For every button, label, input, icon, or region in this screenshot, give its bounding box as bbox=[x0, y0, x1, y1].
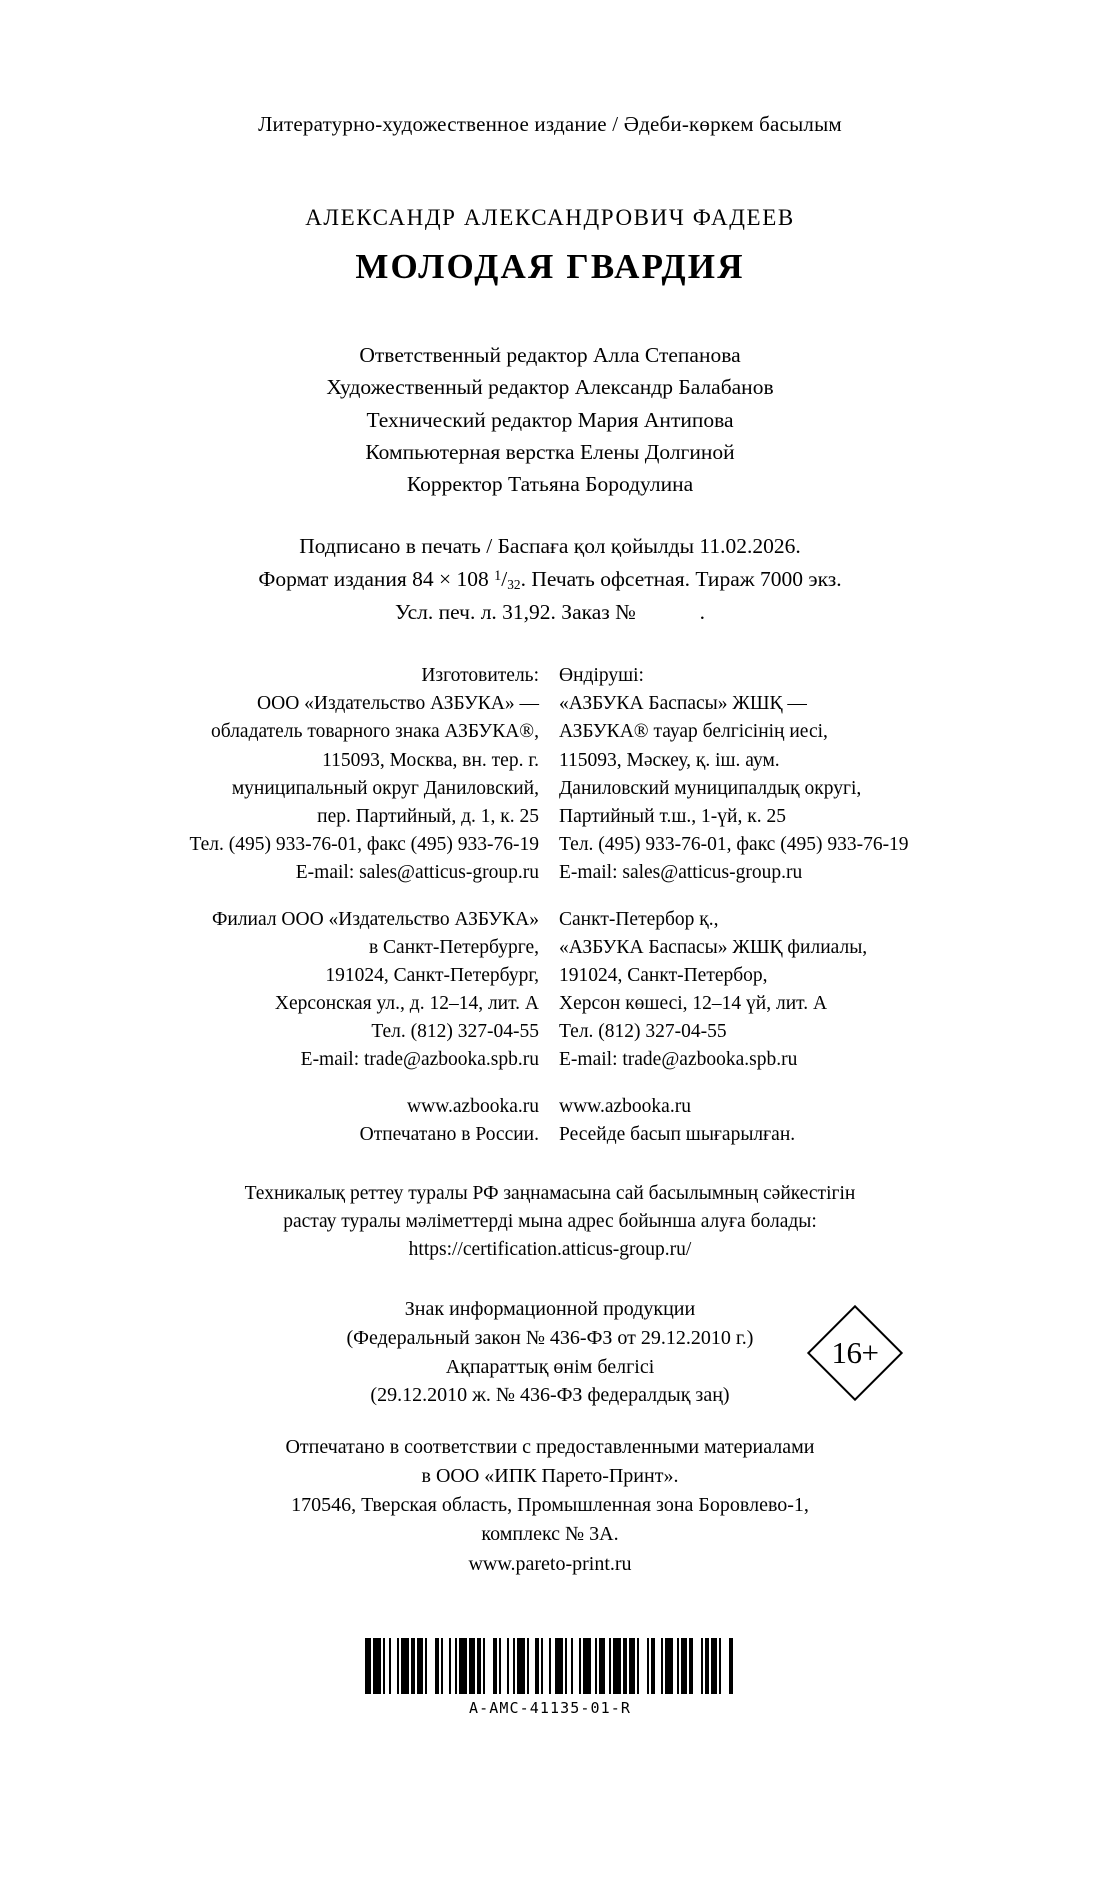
format-suffix: . Печать офсетная. Тираж 7000 экз. bbox=[520, 566, 842, 591]
address-line: Херсон көшесі, 12–14 үй, лит. А bbox=[559, 993, 828, 1015]
credit-line: Корректор Татьяна Бородулина bbox=[406, 472, 694, 496]
colophon-page bbox=[0, 112, 1100, 1889]
certification-line: растау туралы мәліметтерді мына адрес бойынша алуға болады: bbox=[283, 1210, 817, 1232]
address-line: Тел. (495) 933-76-01, факс (495) 933-76-19 bbox=[559, 833, 909, 855]
address-line: Тел. (812) 327-04-55 bbox=[371, 1021, 539, 1043]
certification-block bbox=[0, 1180, 1100, 1265]
format-line bbox=[0, 563, 1100, 596]
printer-website: www.pareto-print.ru bbox=[468, 1552, 632, 1575]
address-line-email: E-mail: trade@azbooka.spb.ru bbox=[559, 1049, 798, 1071]
address-line: 115093, Москва, вн. тер. г. bbox=[322, 749, 539, 771]
address-line: Даниловский муниципалдық округі, bbox=[559, 777, 862, 799]
format-fraction bbox=[494, 563, 520, 596]
imprint-kicker: Литературно-художественное издание / Әдеби-көркем басылым bbox=[258, 112, 842, 136]
address-line: Филиал ООО «Издательство АЗБУКА» bbox=[211, 908, 539, 930]
address-line: 191024, Санкт-Петербург, bbox=[325, 965, 539, 987]
address-line: ООО «Издательство АЗБУКА» — bbox=[257, 693, 539, 715]
branch-block-kk bbox=[559, 906, 931, 1074]
address-line: Изготовитель: bbox=[421, 665, 539, 687]
fraction-denominator: 32 bbox=[507, 577, 521, 593]
address-line: АЗБУКА® тауар белгісінің иесі, bbox=[559, 721, 828, 743]
certification-line: Техникалық реттеу туралы РФ заңнамасына сай басылымның сәйкестігін bbox=[244, 1182, 856, 1204]
barcode-label: A-AMC-41135-01-R bbox=[468, 1698, 632, 1717]
address-line: в Санкт-Петербурге, bbox=[368, 936, 539, 958]
fraction-slash: / bbox=[501, 566, 508, 591]
barcode-image bbox=[365, 1638, 735, 1694]
age-mark-block bbox=[0, 1295, 1100, 1421]
address-line: «АЗБУКА Баспасы» ЖШҚ филиалы, bbox=[559, 936, 868, 958]
author-name: АЛЕКСАНДР АЛЕКСАНДРОВИЧ ФАДЕЕВ bbox=[305, 205, 795, 230]
address-line-email: E-mail: sales@atticus-group.ru bbox=[295, 861, 539, 883]
book-title: МОЛОДАЯ ГВАРДИЯ bbox=[355, 247, 745, 286]
sheets-order-line bbox=[0, 596, 1100, 629]
signed-to-print-line: Подписано в печать / Баспаға қол қойылды 11.02.2026. bbox=[299, 534, 801, 559]
age-mark-line: Знак информационной продукции bbox=[404, 1297, 696, 1320]
address-line: Тел. (812) 327-04-55 bbox=[559, 1021, 727, 1043]
address-line: Херсонская ул., д. 12–14, лит. А bbox=[274, 993, 539, 1015]
address-line: Санкт-Петербор қ., bbox=[559, 908, 719, 930]
format-prefix: Формат издания 84 × 108 bbox=[258, 566, 495, 591]
printer-line: в ООО «ИПК Парето-Принт». bbox=[421, 1465, 679, 1488]
print-info-block bbox=[0, 530, 1100, 628]
sheets-order-suffix: . bbox=[699, 599, 706, 624]
address-line: Тел. (495) 933-76-01, факс (495) 933-76-19 bbox=[189, 833, 539, 855]
address-line-email: E-mail: trade@azbooka.spb.ru bbox=[300, 1049, 539, 1071]
age-rating-label: 16+ bbox=[831, 1334, 879, 1370]
branch-block-ru bbox=[169, 906, 539, 1074]
sheets-order-prefix: Усл. печ. л. 31,92. Заказ № bbox=[394, 599, 636, 624]
age-mark-line: Ақпараттық өнім белгісі bbox=[445, 1355, 655, 1378]
certification-url: https://certification.atticus-group.ru/ bbox=[408, 1239, 692, 1261]
website-block-ru bbox=[169, 1093, 539, 1149]
website-line: www.azbooka.ru bbox=[407, 1096, 539, 1118]
credit-line: Компьютерная верстка Елены Долгиной bbox=[365, 439, 735, 464]
address-line-email: E-mail: sales@atticus-group.ru bbox=[559, 861, 803, 883]
address-line: муниципальный округ Даниловский, bbox=[231, 777, 539, 799]
printer-line: 170546, Тверская область, Промышленная зона Боровлево-1, bbox=[291, 1494, 809, 1517]
age-mark-line: (Федеральный закон № 436-ФЗ от 29.12.2010 г.) bbox=[346, 1326, 754, 1349]
age-mark-line: (29.12.2010 ж. № 436-ФЗ федералдық заң) bbox=[370, 1384, 730, 1407]
address-line: 191024, Санкт-Петербор, bbox=[559, 965, 768, 987]
age-rating-badge bbox=[807, 1305, 903, 1401]
address-line: «АЗБУКА Баспасы» ЖШҚ — bbox=[559, 693, 807, 715]
credits-block bbox=[0, 339, 1100, 500]
printed-in-line: Отпечатано в России. bbox=[359, 1124, 539, 1146]
credit-line: Художественный редактор Александр Балабанов bbox=[326, 375, 774, 400]
credit-line: Ответственный редактор Алла Степанова bbox=[359, 343, 741, 367]
address-columns bbox=[0, 662, 1100, 1149]
address-column-kazakh bbox=[553, 662, 931, 1149]
website-block-kk bbox=[559, 1093, 931, 1149]
address-line: пер. Партийный, д. 1, к. 25 bbox=[317, 805, 539, 827]
printer-line: Отпечатано в соответствии с предоставленными материалами bbox=[285, 1435, 815, 1458]
manufacturer-block-ru bbox=[169, 662, 539, 887]
barcode-block bbox=[0, 1625, 1100, 1717]
credit-line: Технический редактор Мария Антипова bbox=[366, 407, 734, 432]
address-line: 115093, Мәскеу, қ. іш. аум. bbox=[559, 749, 780, 771]
address-line: Өндіруші: bbox=[559, 665, 644, 687]
age-mark-text bbox=[0, 1295, 1100, 1410]
address-column-russian bbox=[169, 662, 553, 1149]
printer-block bbox=[0, 1433, 1100, 1579]
address-line: Партийный т.ш., 1-үй, к. 25 bbox=[559, 805, 786, 827]
manufacturer-block-kk bbox=[559, 662, 931, 887]
website-line: www.azbooka.ru bbox=[559, 1096, 691, 1118]
printed-in-line: Ресейде басып шығарылған. bbox=[559, 1124, 796, 1146]
printer-line: комплекс № 3А. bbox=[481, 1523, 619, 1546]
fraction-numerator: 1 bbox=[494, 567, 502, 584]
address-line: обладатель товарного знака АЗБУКА®, bbox=[211, 721, 539, 743]
